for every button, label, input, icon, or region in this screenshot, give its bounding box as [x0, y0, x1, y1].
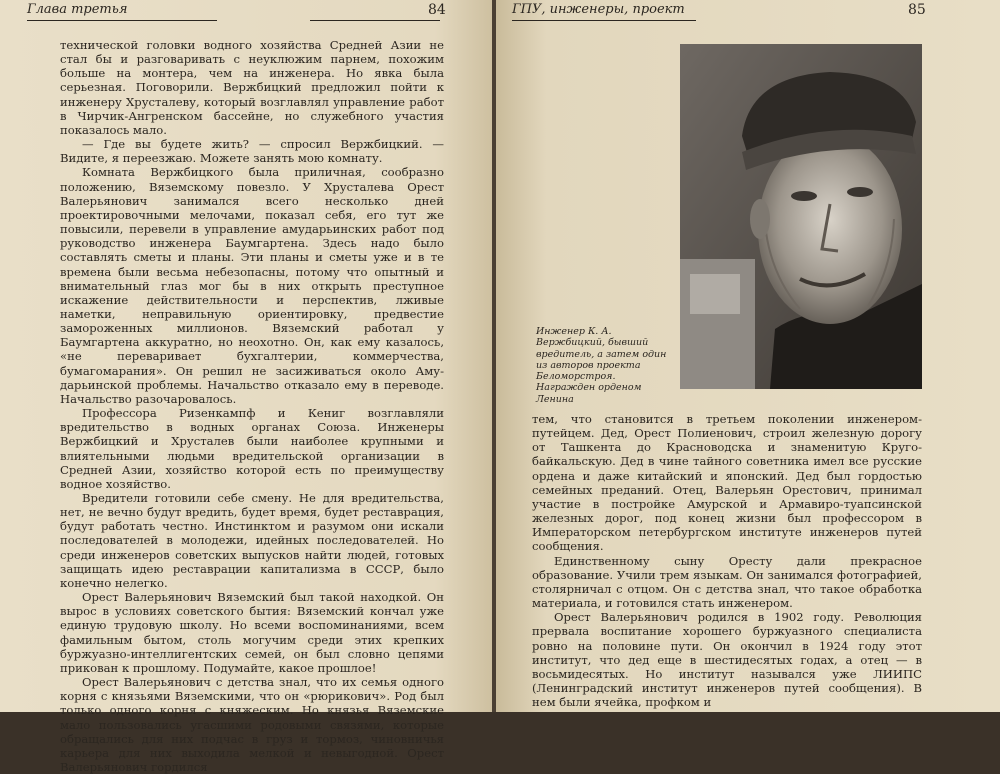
right-text-column: [532, 412, 922, 709]
paragraph: Комната Вержбицкого была приличная, сообразно положению, Вяземскому повезло. У Хрусталева Орест Валерьянович занимался всего несколько дней проектировочными мелочами, показал себя, его тут же повысили, перевели в управление амударьинских работ под руководство инженера Баумгартена. Здесь надо было составлять сметы и планы. Эти планы и сметы уже и в те времена были весьма небезопасны, потому что опытный и внимательный глаз мог бы в них открыть преступное искажение действительности и перспектив, лживые наметки, неправильную ориентировку, предвестие замороженных миллионов. Вяземский работал у Баумгартена аккуратно, но неохотно. Он, как ему казалось, «не переваривает бухгалтерии, коммерчества, бумагомарания». Он решил не засиживаться около Аму-дарьинской проблемы. Начальство отказало ему в переводе. Начальство разочаровалось.: [60, 165, 444, 406]
paragraph: технической головки водного хозяйства Средней Азии не стал бы и разговаривать с неуклюжим парнем, похожим больше на монтера, чем на инженера. Но явка была серьезная. Поговорили. Вержбицкий предложил пойти к инженеру Хрусталеву, который возглавлял управление работ в Чирчик-Ангренском бассейне, но служебного участия показалось мало.: [60, 38, 444, 137]
paragraph: Профессора Ризенкампф и Кениг возглавляли вредительство в водных органах Союза. Инженеры Вержбицкий и Хрусталев были наиболее крупными и влиятельными людьми вредительской организации в Средней Азии, хозяйство которой есть по преимуществу водное хозяйство.: [60, 406, 444, 491]
portrait-photo: [680, 44, 922, 389]
right-page: [496, 0, 1000, 712]
paragraph: Единственному сыну Оресту дали прекрасное образование. Учили трем языкам. Он занимался фотографией, столярничал с отцом. Он с детства знал, что такое обработка материала, и готовился стать инженером.: [532, 553, 922, 611]
left-page: [0, 0, 494, 774]
right-page-number: 85: [908, 2, 926, 18]
paragraph: Вредители готовили себе смену. Не для вредительства, нет, не вечно будут вредить, будет время, будет реставрация, будут работать честно. Инстинктом и разумом они искали последователей в молодежи, идейных последователей. Но среди инженеров советских выпусков найти людей, готовых защищать идею реставрации капитализма в СССР, было конечно нелегко.: [60, 491, 444, 590]
left-text-column: [60, 38, 444, 774]
paragraph: Орест Валерьянович родился в 1902 году. Революция прервала воспитание хорошего буржуазного специалиста ровно на половине пути. Он окончил в 1924 году этот институт, что дед еще в шестидесятых годах, а отец — в восьмидесятых. Но институт назывался уже ЛИИПС (Ленинградский институт инженеров путей сообщения). В нем были ячейка, профком и: [532, 610, 922, 710]
portrait-image: [680, 44, 922, 389]
paragraph: Орест Валерьянович Вяземский был такой находкой. Он вырос в условиях советского бытия: Вяземский кончал уже единую трудовую школу. Но всеми воспоминаниями, всем фамильным бытом, столь могучим среди этих крепких буржуазно-интеллигентских семей, он был словно цепями прикован к прошлому. Подумайте, какое прошлое!: [60, 590, 444, 675]
paragraph: — Где вы будете жить? — спросил Вержбицкий. — Видите, я переезжаю. Можете занять мою комнату.: [60, 137, 444, 166]
photo-caption: Инженер К. А. Вержбицкий, бывший вредитель, а затем один из авторов проекта Беломорстроя. Награжден орденом Ленина: [536, 326, 667, 405]
left-header-rule: [27, 20, 217, 21]
paragraph: тем, что становится в третьем поколении инженером-путейцем. Дед, Орест Полиенович, строил железную дорогу от Ташкента до Красноводска и знаменитую Круго-байкальскую. Дед в чине тайного советника имел все русские ордена и даже китайский и японский. Дед был гордостью семейных преданий. Отец, Валерьян Орестович, принимал участие в постройке Амурской и Армавиро-туапсинской железных дорог, под конец жизни был профессором в Императорском петербургском институте инженеров путей сообщения.: [532, 412, 922, 554]
right-running-head: ГПУ, инженеры, проект: [512, 2, 685, 17]
left-page-number: 84: [428, 2, 446, 18]
left-header-rule-right: [310, 20, 440, 21]
left-running-head: Глава третья: [27, 2, 128, 17]
right-header-rule: [512, 20, 696, 21]
paragraph: Орест Валерьянович с детства знал, что их семья одного корня с князьями Вяземскими, что он «рюрикович». Род был только одного корня с княжеским. Но князья Вяземские мало пользовались угасшими родовыми связями, которые обращались для них подчас в груз и тормоз, чиновничья карьера для них выходила мелкой и невыгодной. Орест Валерьянович гордился: [60, 675, 444, 774]
